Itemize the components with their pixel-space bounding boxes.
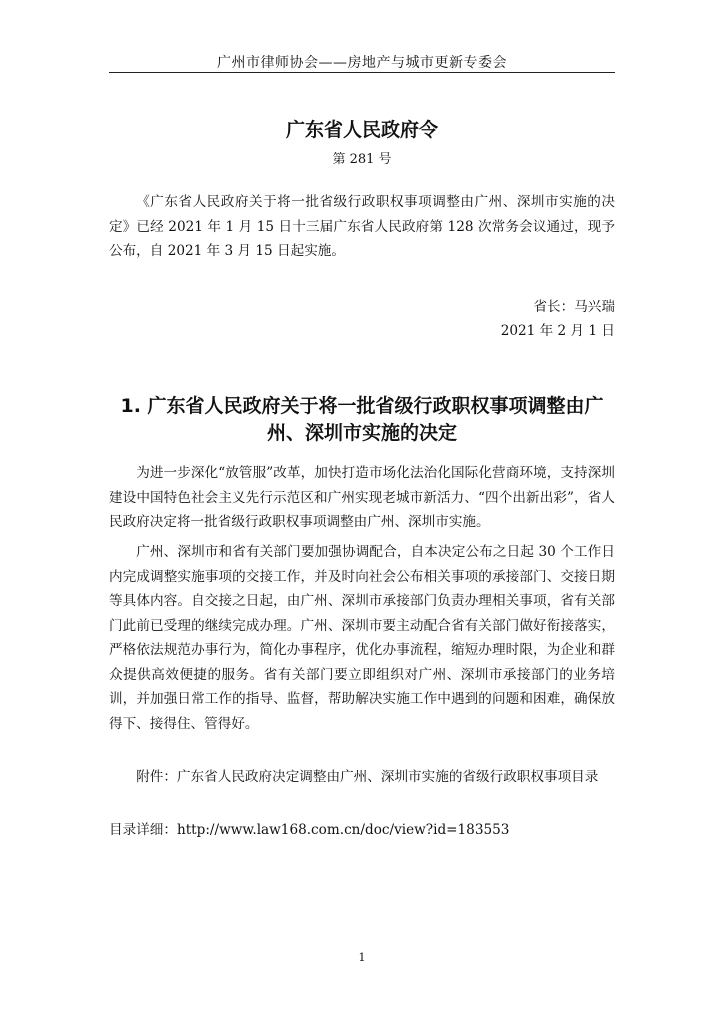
- attachment-note: 附件：广东省人民政府决定调整由广州、深圳市实施的省级行政职权事项目录: [136, 769, 599, 785]
- decree-signer: 省长：马兴瑞: [533, 299, 615, 315]
- header-divider: [109, 72, 615, 73]
- section-paragraph-1: 为进一步深化“放管服”改革，加快打造市场化法治化国际化营商环境，支持深圳建设中国特色社会主义先行示范区和广州实现老城市新活力、“四个出新出彩”，省人民政府决定将一批省级行政职权事项调整由广州、深圳市实施。: [109, 465, 615, 530]
- decree-number: 第 281 号: [332, 152, 392, 167]
- page-number: 1: [358, 951, 366, 964]
- decree-body: 《广东省人民政府关于将一批省级行政职权事项调整由广州、深圳市实施的决定》已经 2021 年 1 月 15 日十三届广东省人民政府第 128 次常务会议通过，现予公布，自 2021 年 3 月 15 日起实施。: [109, 194, 615, 259]
- section-title: 1. 广东省人民政府关于将一批省级行政职权事项调整由广州、深圳市实施的决定: [120, 395, 604, 444]
- section-paragraph-2: 广州、深圳市和省有关部门要加强协调配合，自本决定公布之日起 30 个工作日内完成调整实施事项的交接工作，并及时向社会公布相关事项的承接部门、交接日期等具体内容。自交接之日起，由广州、深圳市承接部门负责办理相关事项，省有关部门此前已受理的继续完成办理。广州、深圳市要主动配合省有关部门做好衔接落实，严格依法规范办事行为，简化办事程序，优化办事流程，缩短办理时限，为企业和群众提供高效便捷的服务。省有关部门要立即组织对广州、深圳市承接部门的业务培训，并加强日常工作的指导、监督，帮助解决实施工作中遇到的问题和困难，确保放得下、接得住、管得好。: [109, 544, 615, 732]
- catalog-link[interactable]: 目录详细：http://www.law168.com.cn/doc/view?id=183553: [109, 822, 510, 838]
- decree-title: 广东省人民政府令: [285, 119, 438, 141]
- decree-date: 2021 年 2 月 1 日: [500, 323, 615, 339]
- page-header: 广州市律师协会——房地产与城市更新专委会: [217, 55, 507, 71]
